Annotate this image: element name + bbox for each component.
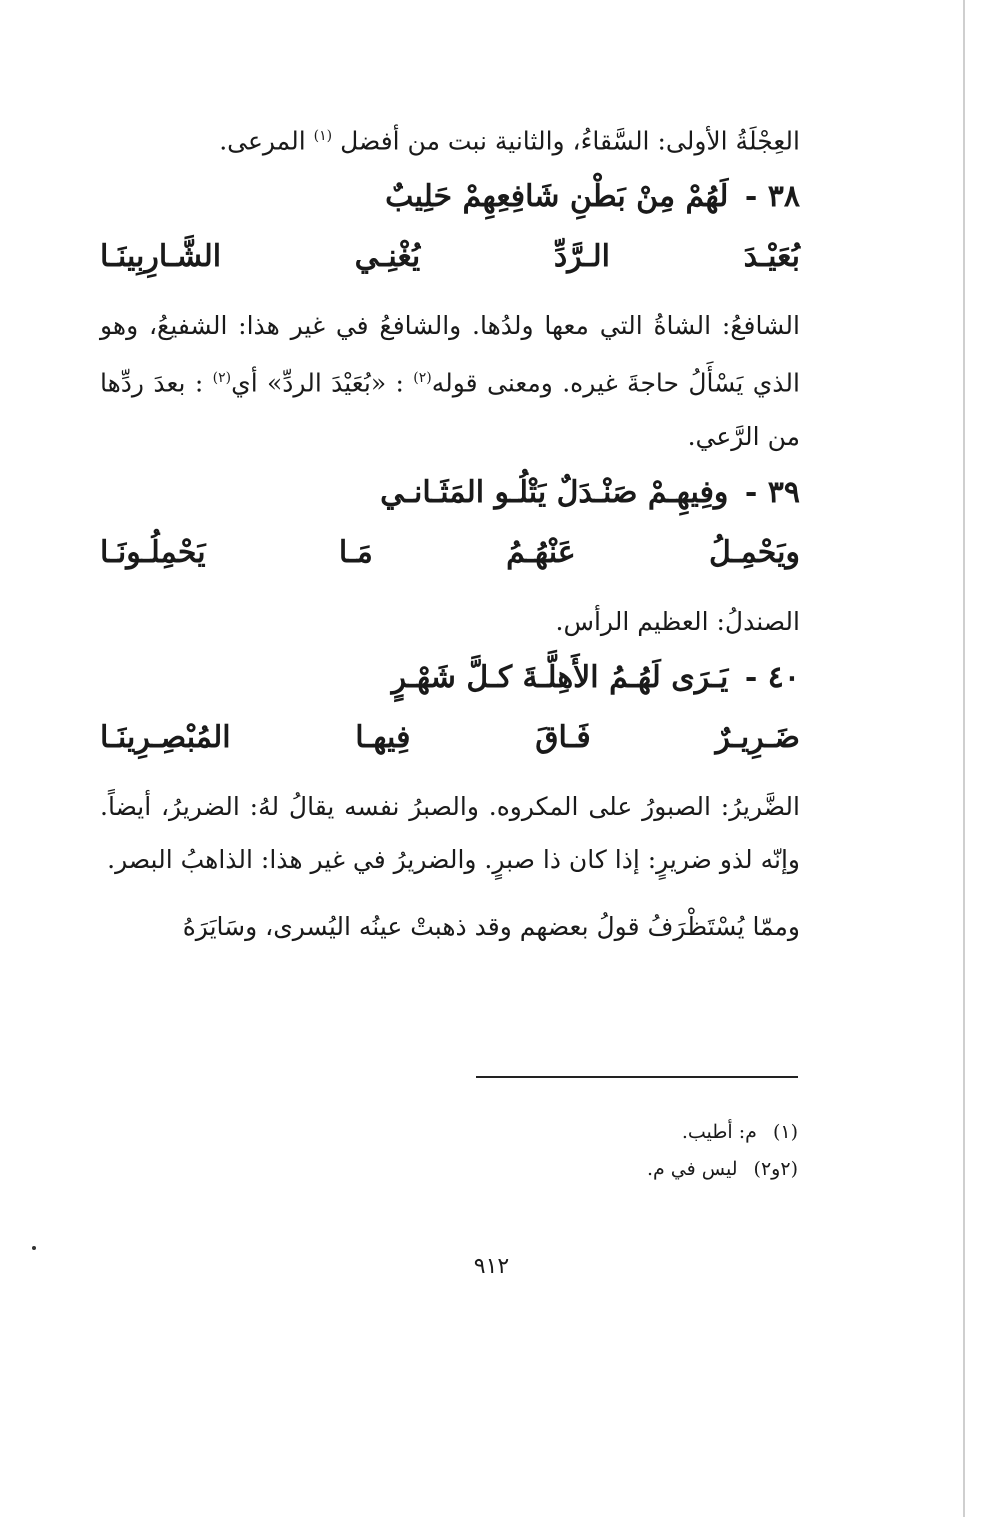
page-edge-line: [963, 0, 965, 1517]
verse-38-commentary: [100, 299, 800, 462]
verse-number: ٣٩ -: [744, 474, 800, 510]
footnote-divider: [476, 1076, 798, 1078]
footnote-text: م: أطيب.: [681, 1121, 757, 1143]
intro-text-end: المرعى.: [219, 126, 306, 156]
verse-number: ٣٨ -: [744, 179, 800, 215]
footnote-item: [420, 1151, 798, 1188]
hemistich-text: لَهُمْ مِنْ بَطْنِ شَافِعِهِمْ حَلِيبٌ: [385, 179, 729, 215]
footnote-text: ليس في م.: [646, 1158, 738, 1180]
footnotes: [420, 1114, 798, 1188]
commentary-text: الشافعُ: الشاةُ التي معها ولدُها. والشافعُ في غير هذا: الشفيعُ، وهو الذي يَسْأَلُ حاجةَ غيره. ومعنى قوله: [100, 311, 800, 398]
page-body: [100, 110, 800, 953]
commentary-text: : «بُعَيْدَ الردِّ» أي: [231, 368, 404, 398]
footnote-mark: (١): [772, 1121, 798, 1143]
scan-speck: [32, 1246, 36, 1250]
hemistich-text: يَـرَى لَهُـمُ الأَهِلَّـةَ كـلَّ شَهْـرٍ: [391, 659, 729, 695]
footnote-item: [420, 1114, 798, 1151]
closing-paragraph: وممّا يُسْتَظْرَفُ قولُ بعضهم وقد ذهبتْ عينُه اليُسرى، وسَايَرَهُ: [182, 911, 800, 941]
commentary-text: الضَّريرُ: الصبورُ على المكروه. والصبرُ نفسه يقالُ لهُ: الضريرُ، أيضاً. وإنّه لذو ضريرٍ: إذا كان ذا صبرٍ. والضريرُ في غير هذا: الذاهبُ البصر.: [100, 791, 800, 874]
page-number: ٩١٢: [473, 1254, 510, 1279]
verse-38-second-hemistich: بُعَيْـدَ الـرَّدِّ يُغْنِـي الشَّـارِبِينَـا: [100, 239, 800, 275]
commentary-text: الصندلُ: العظيم الرأس.: [555, 606, 800, 636]
footnote-reference: (١): [313, 128, 333, 144]
verse-39-first-hemistich: [100, 463, 800, 523]
verse-number: ٤٠ -: [744, 659, 800, 695]
verse-40-commentary: [100, 780, 800, 886]
footnote-reference: (٢): [413, 370, 432, 387]
hemistich-text: وفِيهِـمْ صَنْـدَلٌ يَتْلُـو المَثَـانـي: [380, 474, 729, 510]
intro-text: العِجْلَةُ الأولى: السَّقاءُ، والثانية نبت من أفضل: [340, 126, 800, 156]
footnote-mark: (٢و٢): [753, 1158, 798, 1180]
verse-38-first-hemistich: [100, 167, 800, 227]
verse-39-second-hemistich: ويَحْمِـلُ عَنْهُـمُ مَـا يَحْمِلُـونَـا: [100, 534, 800, 570]
verse-39-commentary: [100, 595, 800, 648]
commentary-text: : بعدَ ردِّها من الرَّعي.: [100, 368, 800, 451]
footnote-reference: (٢): [212, 370, 232, 387]
intro-paragraph: [100, 110, 800, 167]
verse-40-first-hemistich: [100, 648, 800, 708]
verse-40-second-hemistich: ضَـرِيـرٌ فَـاقَ فِيهـا المُبْصِـرِينَـا: [100, 719, 800, 755]
